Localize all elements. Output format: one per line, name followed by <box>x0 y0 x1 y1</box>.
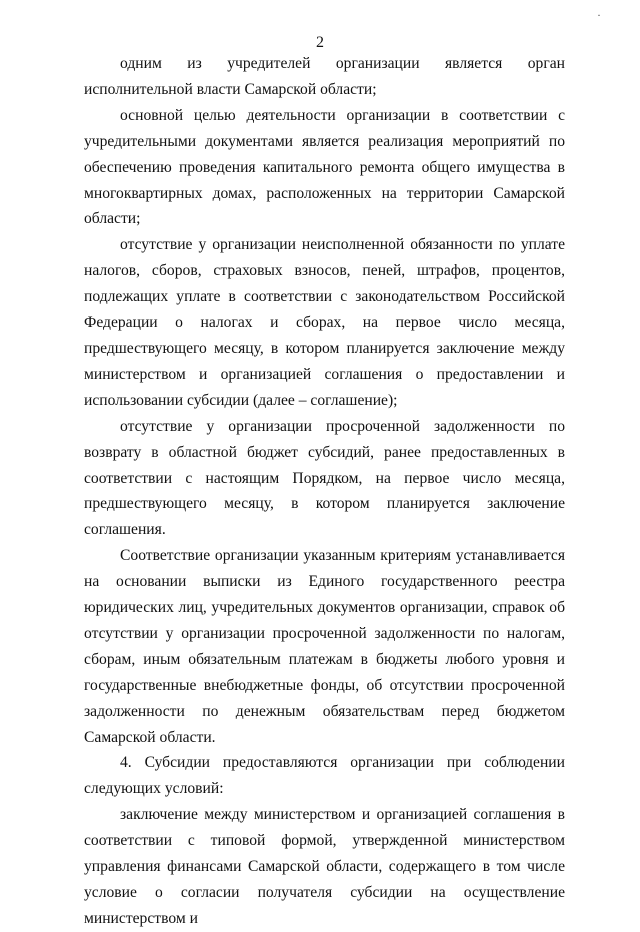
document-body <box>84 51 565 932</box>
paragraph-no-subsidy-debt: отсутствие у организации просроченной задолженности по возврату в областной бюджет субсидий, ранее предоставленных в соответствии с настоящим Порядком, на первое число месяца, предшествующего месяцу, в котором планируется заключение соглашения. <box>84 417 565 539</box>
paragraph-agreement-condition: заключение между министерством и организацией соглашения в соответствии с типовой формой, утвержденной министерством управления финансами Самарской области, содержащего в том числе условие о согласии получателя субсидии на осуществление министерством и <box>84 806 565 927</box>
paragraph-conditions-heading: 4. Субсидии предоставляются организации при соблюдении следующих условий: <box>84 754 565 798</box>
paragraph-criteria-verification: Соответствие организации указанным критериям устанавливается на основании выписки из Единого государственного реестра юридических лиц, учредительных документов организации, справок об отсутствии у организации просроченной задолженности по налогам, сборам, иным обязательным платежам в бюджеты любого уровня и государственные внебюджетные фонды, об отсутствии просроченной задолженности по денежным обязательствам перед бюджетом Самарской области. <box>84 547 565 746</box>
paragraph-founder: одним из учредителей организации является орган исполнительной власти Самарской области; <box>84 55 565 98</box>
corner-mark: · <box>597 8 601 22</box>
paragraph-main-goal: основной целью деятельности организации в соответствии с учредительными документами является реализация мероприятий по обеспечению проведения капитального ремонта общего имущества в многоквартирных домах, расположенных на территории Самарской области; <box>84 106 565 228</box>
page-number: 2 <box>316 34 324 51</box>
paragraph-no-tax-debt: отсутствие у организации неисполненной обязанности по уплате налогов, сборов, страховых взносов, пеней, штрафов, процентов, подлежащих уплате в соответствии с законодательством Российской Федерации о налогах и сборах, на первое число месяца, предшествующего месяцу, в котором планируется заключение между министерством и организацией соглашения о предоставлении и использовании субсидии (далее – соглашение); <box>84 236 565 409</box>
